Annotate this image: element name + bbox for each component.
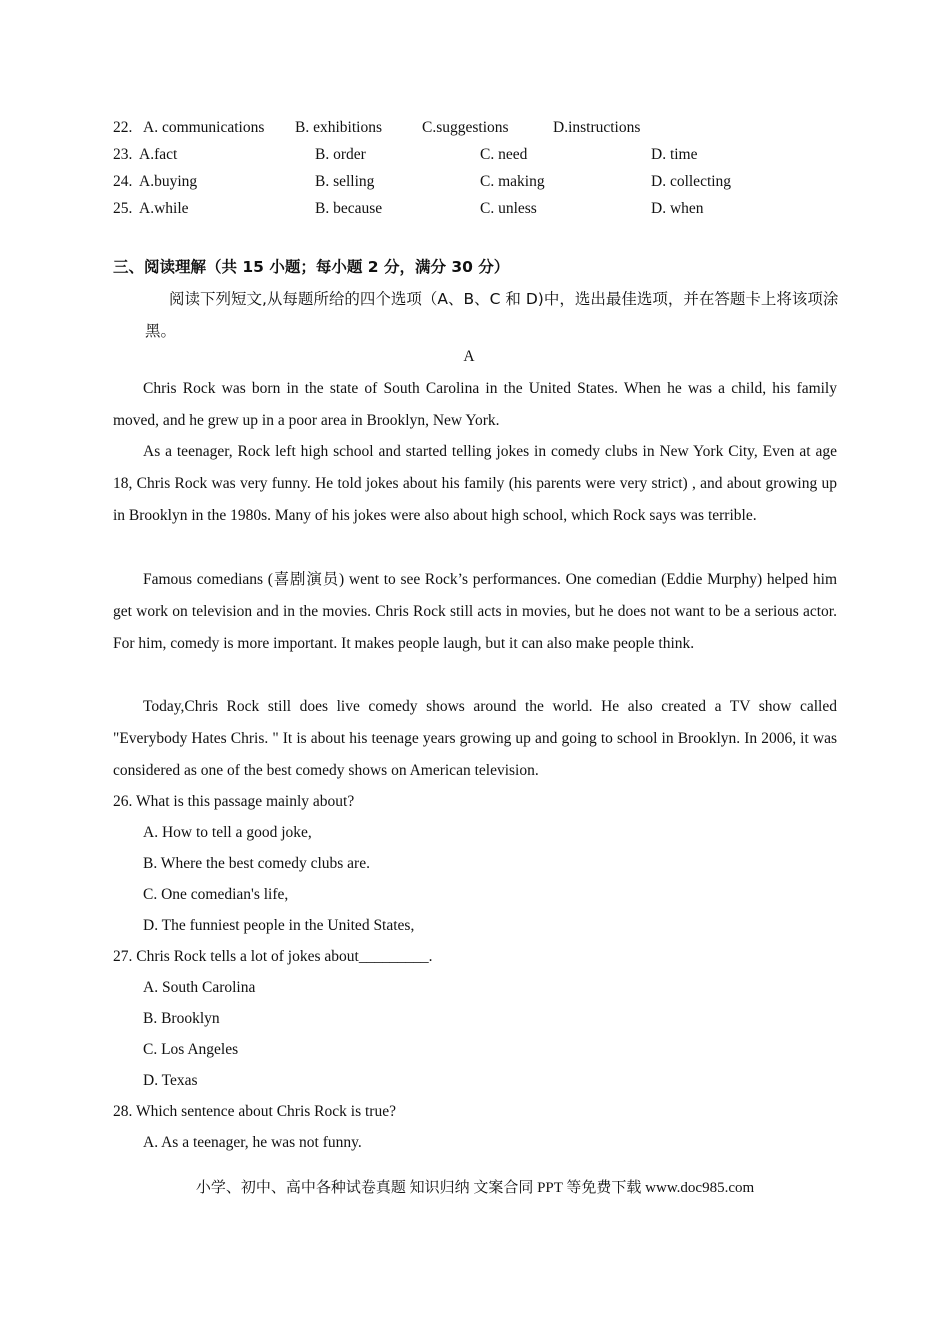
option-d: D. time <box>651 146 698 163</box>
passage-paragraph: As a teenager, Rock left high school and started telling jokes in comedy clubs in New York City, Even at age 18, Chris Rock was very funny. He told jokes about his family (his parents were very strict) , and about growing up in Brooklyn in the 1980s. Many of his jokes were also about high school, which Rock says was terrible. <box>113 443 837 524</box>
option-c: C.suggestions <box>422 119 509 136</box>
question-stem: 26. What is this passage mainly about? <box>113 793 355 810</box>
option-b: B. because <box>315 200 383 217</box>
answer-option: D. Texas <box>143 1072 198 1089</box>
option-c: C. making <box>480 173 545 190</box>
options-row-25 <box>113 200 873 222</box>
answer-option: A. South Carolina <box>143 979 256 996</box>
option-c: C. need <box>480 146 528 163</box>
passage-label: A <box>463 348 475 365</box>
option-b: B. exhibitions <box>295 119 382 136</box>
passage-paragraph: Today,Chris Rock still does live comedy shows around the world. He also created a TV show called "Everybody Hates Chris. " It is about his teenage years growing up and going to school in Brooklyn. In 2006, it was considered as one of the best comedy shows on American television. <box>113 698 837 779</box>
question-stem: 28. Which sentence about Chris Rock is true? <box>113 1103 396 1120</box>
option-c: C. unless <box>480 200 537 217</box>
question-stem: 27. Chris Rock tells a lot of jokes about_________. <box>113 948 433 965</box>
option-number: 22. <box>113 119 133 136</box>
passage-paragraph: Chris Rock was born in the state of South Carolina in the United States. When he was a child, his family moved, and he grew up in a poor area in Brooklyn, New York. <box>113 380 837 429</box>
answer-option: C. One comedian's life, <box>143 886 289 903</box>
answer-option: D. The funniest people in the United States, <box>143 917 415 934</box>
option-a: A. communications <box>143 119 265 136</box>
option-d: D. when <box>651 200 704 217</box>
answer-option: C. Los Angeles <box>143 1041 239 1058</box>
option-a: A.while <box>139 200 189 217</box>
option-b: B. selling <box>315 173 375 190</box>
section-title: 三、阅读理解（共 15 小题；每小题 2 分，满分 30 分） <box>113 258 510 276</box>
options-row-22 <box>113 119 873 141</box>
answer-option: B. Where the best comedy clubs are. <box>143 855 370 872</box>
options-row-23 <box>113 146 873 168</box>
section-instruction: 阅读下列短文,从每题所给的四个选项（A、B、C 和 D)中，选出最佳选项，并在答题卡上将该项涂黑。 <box>145 290 839 340</box>
options-row-24 <box>113 173 873 195</box>
option-d: D.instructions <box>553 119 641 136</box>
answer-option: B. Brooklyn <box>143 1010 220 1027</box>
option-number: 23. <box>113 146 133 163</box>
answer-option: A. As a teenager, he was not funny. <box>143 1134 362 1151</box>
passage-paragraph: Famous comedians (喜剧演员) went to see Rock’s performances. One comedian (Eddie Murphy) helped him get work on television and in the movies. Chris Rock still acts in movies, but he does not want to be a serious actor. For him, comedy is more important. It makes people laugh, but it can also make people think. <box>113 571 837 652</box>
option-b: B. order <box>315 146 366 163</box>
option-number: 25. <box>113 200 133 217</box>
answer-option: A. How to tell a good joke, <box>143 824 312 841</box>
option-a: A.buying <box>139 173 198 190</box>
option-d: D. collecting <box>651 173 732 190</box>
page-footer: 小学、初中、高中各种试卷真题 知识归纳 文案合同 PPT 等免费下载 www.doc985.com <box>195 1180 755 1196</box>
option-number: 24. <box>113 173 133 190</box>
option-a: A.fact <box>139 146 178 163</box>
